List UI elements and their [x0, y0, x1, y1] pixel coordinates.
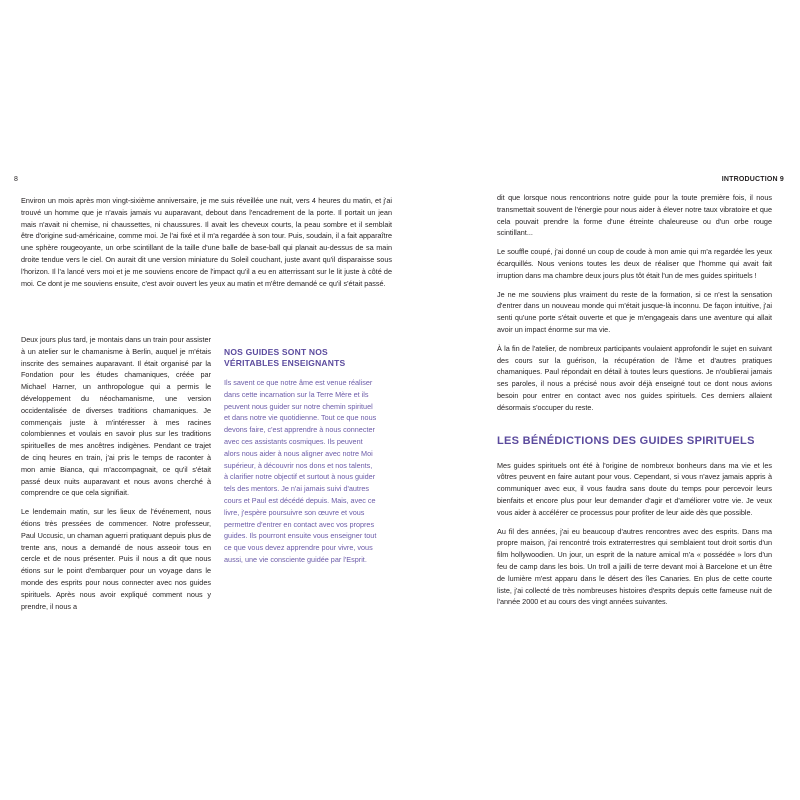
- paragraph: Le souffle coupé, j'ai donné un coup de coude à mon amie qui m'a regardée les yeux écarquillés. Nous venions toutes les deux de réaliser que l'homme qui avait fait irruption dans ma chambre deux jours plus tôt était l'un de mes guides spirituels !: [497, 247, 772, 280]
- paragraph: Je ne me souviens plus vraiment du reste de la formation, si ce n'est la sensation d'entrer dans un nouveau monde qui m'était jusque-là inconnu. De façon intuitive, j'ai senti qu'une porte s'était ouverte et que je m'engageais dans une aventure qui allait avoir un impact énorme sur ma vie.: [497, 289, 772, 334]
- paragraph: Au fil des années, j'ai eu beaucoup d'autres rencontres avec des esprits. Dans ma propre maison, j'ai rencontré trois extraterrestres qui semblaient tout droit sortis d'un film hollywoodien. Un jour, un esprit de la nature amical m'a « possédée » lors d'un feu de camp dans les bois. Un troll a jailli de terre devant moi à Barcelone et un être de lumière m'est apparu dans le désert des îles Canaries. En plus de cette courte liste, j'ai collecté de très nombreuses histoires d'esprits depuis cette fameuse nuit de l'année 2000 et au cours des vingt années suivantes.: [497, 526, 772, 607]
- paragraph: Le lendemain matin, sur les lieux de l'événement, nous étions très pressées de commencer. Notre professeur, Paul Uccusic, un chaman aguerri pratiquant depuis plus de trente ans, nous a demandé de nous asseoir tous en cercle et de nous présenter. Puis il nous a dit que nous étions sur le point d'embarquer pour un voyage dans le monde des esprits pour nous connecter avec nos guides spirituels. Après nous avoir expliqué comment nous y prendre, il nous a: [21, 507, 211, 611]
- left-page-narrow-column: [21, 334, 211, 619]
- running-head-right: INTRODUCTION 9: [721, 176, 784, 183]
- paragraph: À la fin de l'atelier, de nombreux participants voulaient approfondir le sujet en suivant des cours sur la guérison, la récupération de l'âme et d'autres pratiques chamaniques. Paul répondait en détail à toutes leurs questions. Je n'oublierai jamais ses paroles, il nous a précisé nous avoir déjà enseigné tout ce dont nous avions besoin pour entrer en contact avec nos guides spirituels. Ces derniers allaient désormais s'occuper du reste.: [497, 343, 772, 412]
- page-number-left: 8: [14, 176, 18, 183]
- paragraph: dit que lorsque nous rencontrions notre guide pour la toute première fois, il nous transmettait souvent de l'énergie pour nous aider à élever notre taux vibratoire et que cela pouvait prendre la forme d'une étreinte chaleureuse ou d'un orbe rouge scintillant...: [497, 193, 772, 238]
- section-heading: LES BÉNÉDICTIONS DES GUIDES SPIRITUELS: [497, 434, 755, 447]
- paragraph: Deux jours plus tard, je montais dans un train pour assister à un atelier sur le chamanisme à Berlin, auquel je m'étais inscrite des semaines auparavant. Il était organisé par la Fondation pour les études chamaniques, créée par Michael Harner, un anthropologue qui a permis le développement du néochamanisme, une version occidentalisée de diverses traditions chamaniques. Je commençais juste à m'intéresser à mes racines colombiennes et voulais en savoir plus sur les traditions spirituelles de mes ancêtres indigènes. Pendant ce trajet de cinq heures en train, j'ai pris le temps de raconter à mon amie Bianca, qui m'accompagnait, ce qu'il s'était passé deux nuits auparavant et nous avons cherché à comprendre ce que cela signifiait.: [21, 335, 211, 498]
- paragraph: Mes guides spirituels ont été à l'origine de nombreux bonheurs dans ma vie et les vôtres peuvent en faire autant pour vous. Cependant, si vous n'avez jamais appris à communiquer avec eux, il vous faudra sans doute du temps pour percevoir leurs bienfaits et encore plus pour leur demander d'agir et d'améliorer votre vie. Je veux vous aider à accélérer ce processus pour profiter de leur aide dès que possible.: [497, 460, 772, 517]
- right-page-text: [497, 192, 772, 615]
- sidebar-box: [224, 347, 378, 566]
- sidebar-title: NOS GUIDES SONT NOS VÉRITABLES ENSEIGNANTS: [224, 347, 346, 368]
- sidebar-text: Ils savent ce que notre âme est venue réaliser dans cette incarnation sur la Terre Mère et ils peuvent nous guider sur notre chemin spirituel et dans notre vie quotidienne. Tout ce que nous devons faire, c'est apprendre à nous connecter avec ces assistants cosmiques. Ils peuvent alors nous aider à nous aligner avec notre Moi supérieur, à découvrir nos dons et nos talents, à clarifier notre objectif et surtout à nous guider tels des mentors. Je n'ai jamais suivi d'autres cours et Paul est décédé depuis. Mais, avec ce livre, j'espère poursuivre son œuvre et vous permettre d'entrer en contact avec vos propres guides. Ils pourront ensuite vous enseigner tout ce que vous devez apprendre pour vivre, vous aussi, une vie consciente guidée par l'Esprit.: [224, 378, 377, 564]
- paragraph: Environ un mois après mon vingt-sixième anniversaire, je me suis réveillée une nuit, vers 4 heures du matin, et j'ai trouvé un homme que je n'avais jamais vu auparavant, debout dans l'encadrement de la porte. Il portait un jean mais n'avait ni chemise, ni chaussettes, ni chaussures. Il avait les cheveux courts, la peau sombre et il semblait être d'origine sud-américaine, comme moi. Je l'ai fixé et il m'a regardée à son tour. Puis, soudain, il a fait apparaître une sphère rougeoyante, un orbe scintillant de la taille d'une balle de base-ball qui planait au-dessus de sa main droite tendue vers le ciel. On aurait dit une version miniature du Soleil couchant, juste avant qu'il disparaisse sous l'horizon. Il l'a lancé vers moi et je me souviens encore de l'impact qu'il a eu en atterrissant sur le lit juste à côté de moi. Ce dont je me souviens ensuite, c'est avoir ouvert les yeux au matin et m'être demandé ce qu'il s'était passé.: [21, 196, 392, 288]
- left-page-opening-text: [21, 195, 392, 296]
